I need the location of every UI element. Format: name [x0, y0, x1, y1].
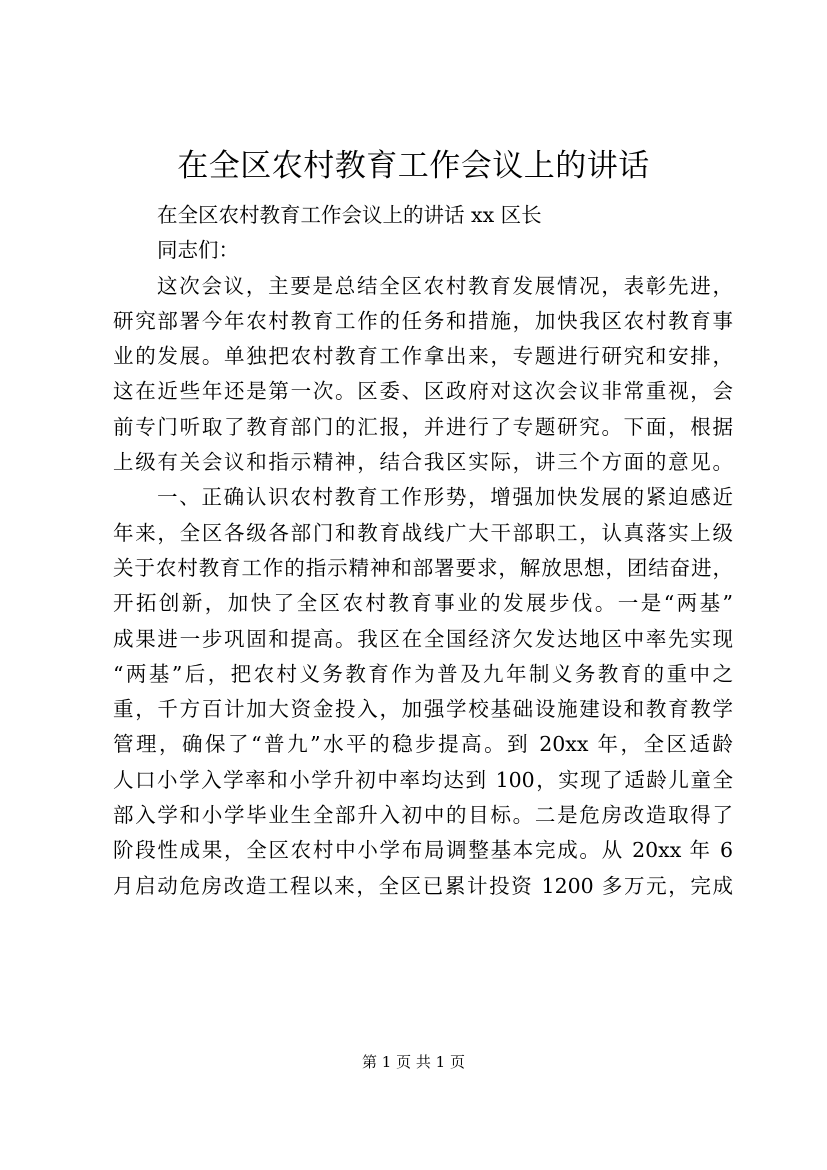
paragraph-line: 上级有关会议和指示精神，结合我区实际，讲三个方面的意见。	[113, 450, 733, 475]
paragraph-line: “两基”后，把农村义务教育作为普及九年制义务教育的重中之	[113, 661, 733, 686]
paragraph-line: 年来，全区各级各部门和教育战线广大干部职工，认真落实上级	[113, 520, 733, 545]
paragraph-line: 阶段性成果，全区农村中小学布局调整基本完成。从 20xx 年 6	[113, 838, 733, 863]
page-footer: 第 1 页 共 1 页	[362, 1053, 465, 1071]
paragraph-line: 一、正确认识农村教育工作形势，增强加快发展的紧迫感近	[157, 485, 733, 510]
document-title: 在全区农村教育工作会议上的讲话	[177, 148, 650, 184]
paragraph-line: 部入学和小学毕业生全部升入初中的目标。二是危房改造取得了	[113, 803, 733, 828]
paragraph-line: 业的发展。单独把农村教育工作拿出来，专题进行研究和安排，	[113, 344, 733, 369]
paragraph-line: 开拓创新，加快了全区农村教育事业的发展步伐。一是“两基”	[113, 591, 733, 616]
paragraph-line: 人口小学入学率和小学升初中率均达到 100，实现了适龄儿童全	[113, 767, 733, 792]
paragraph-line: 关于农村教育工作的指示精神和部署要求，解放思想，团结奋进，	[113, 555, 733, 580]
salutation-line: 同志们：	[157, 238, 239, 263]
paragraph-line: 成果进一步巩固和提高。我区在全国经济欠发达地区中率先实现	[113, 626, 733, 651]
paragraph-line: 重，千方百计加大资金投入，加强学校基础设施建设和教育教学	[113, 697, 733, 722]
paragraph-line: 前专门听取了教育部门的汇报，并进行了专题研究。下面，根据	[113, 414, 733, 439]
paragraph-line: 月启动危房改造工程以来，全区已累计投资 1200 多万元，完成	[113, 873, 733, 898]
paragraph-line: 管理，确保了“普九”水平的稳步提高。到 20xx 年，全区适龄	[113, 732, 733, 757]
document-body	[113, 198, 733, 904]
paragraph-line: 研究部署今年农村教育工作的任务和措施，加快我区农村教育事	[113, 308, 733, 333]
subtitle-line: 在全区农村教育工作会议上的讲话 xx 区长	[157, 203, 542, 227]
paragraph-line: 这次会议，主要是总结全区农村教育发展情况，表彰先进，	[157, 273, 733, 298]
paragraph-line: 这在近些年还是第一次。区委、区政府对这次会议非常重视，会	[113, 379, 733, 404]
